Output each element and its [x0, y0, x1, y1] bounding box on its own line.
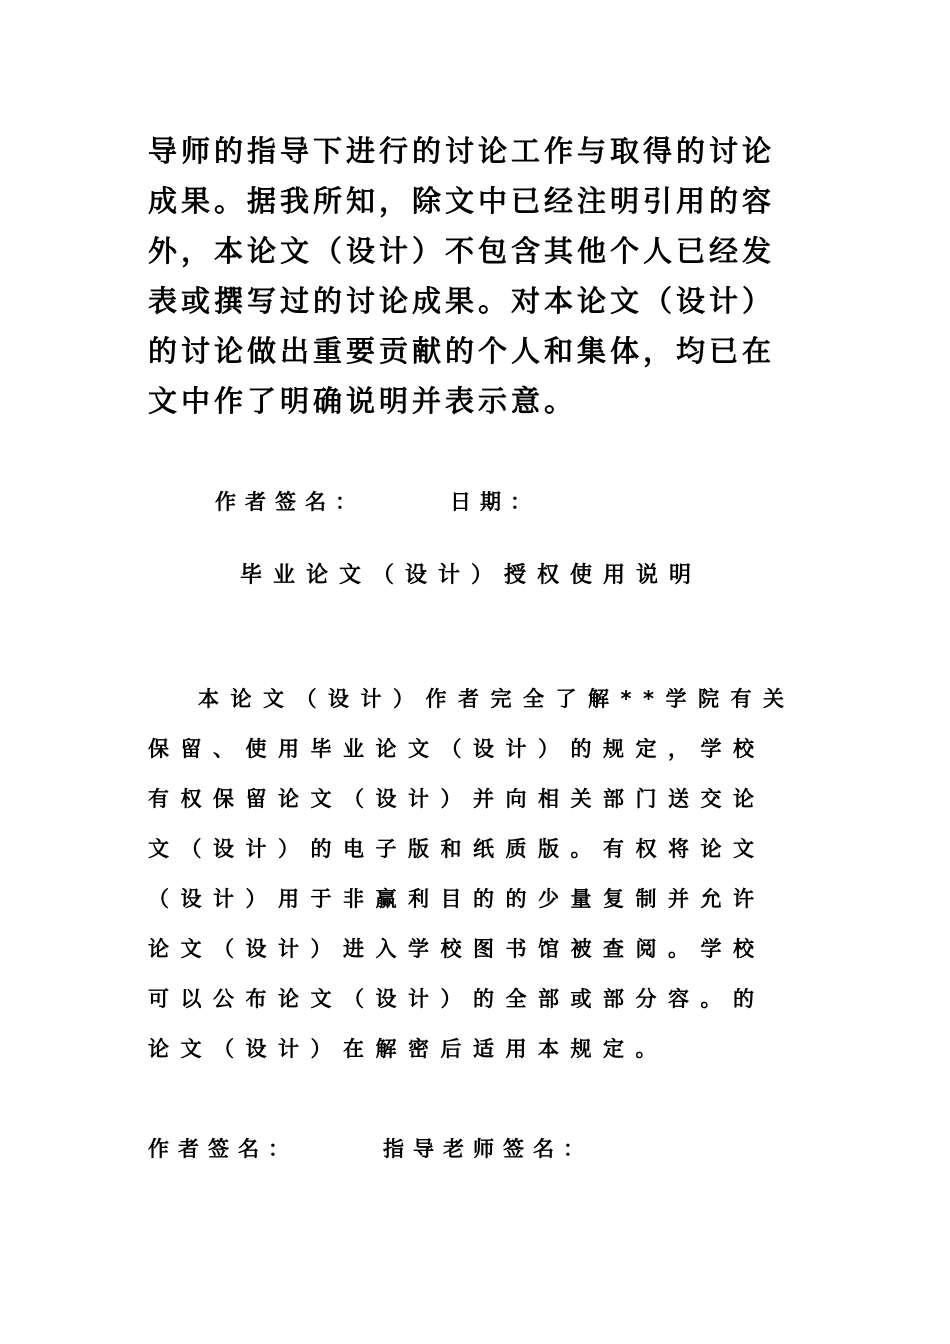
- authorization-paragraph: [148, 680, 808, 1080]
- author-signature-label-2: 作者签名：: [148, 1137, 298, 1161]
- declaration-line: 外，本论文（设计）不包含其他个人已经发: [148, 234, 776, 268]
- date-label: 日期：: [450, 490, 540, 514]
- declaration-line: 文中作了明确说明并表示意。: [148, 384, 578, 418]
- authorization-line: 论文（设计）进入学校图书馆被查阅。学校: [148, 937, 766, 961]
- authorization-line: 有权保留论文（设计）并向相关部门送交论: [148, 787, 766, 811]
- authorization-line: 可以公布论文（设计）的全部或部分容。的: [148, 987, 766, 1011]
- declaration-line: 成果。据我所知，除文中已经注明引用的容: [148, 184, 776, 218]
- authorization-line: （设计）用于非赢利目的的少量复制并允许: [148, 887, 766, 911]
- authorization-line: 文（设计）的电子版和纸质版。有权将论文: [148, 837, 766, 861]
- authorization-line: 保留、使用毕业论文（设计）的规定，学校: [148, 737, 766, 761]
- declaration-line: 的讨论做出重要贡献的个人和集体，均已在: [148, 334, 776, 368]
- authorization-line: 本论文（设计）作者完全了解**学院有关: [198, 687, 796, 711]
- declaration-line: 导师的指导下进行的讨论工作与取得的讨论: [148, 134, 776, 168]
- authorization-line: 论文（设计）在解密后适用本规定。: [148, 1037, 668, 1061]
- authorization-title: 毕业论文（设计）授权使用说明: [240, 563, 703, 588]
- author-signature-label: 作者签名：: [215, 490, 365, 514]
- advisor-signature-label: 指导老师签名：: [383, 1137, 593, 1161]
- declaration-line: 表或撰写过的讨论成果。对本论文（设计）: [148, 284, 776, 318]
- originality-declaration-paragraph: [148, 126, 808, 426]
